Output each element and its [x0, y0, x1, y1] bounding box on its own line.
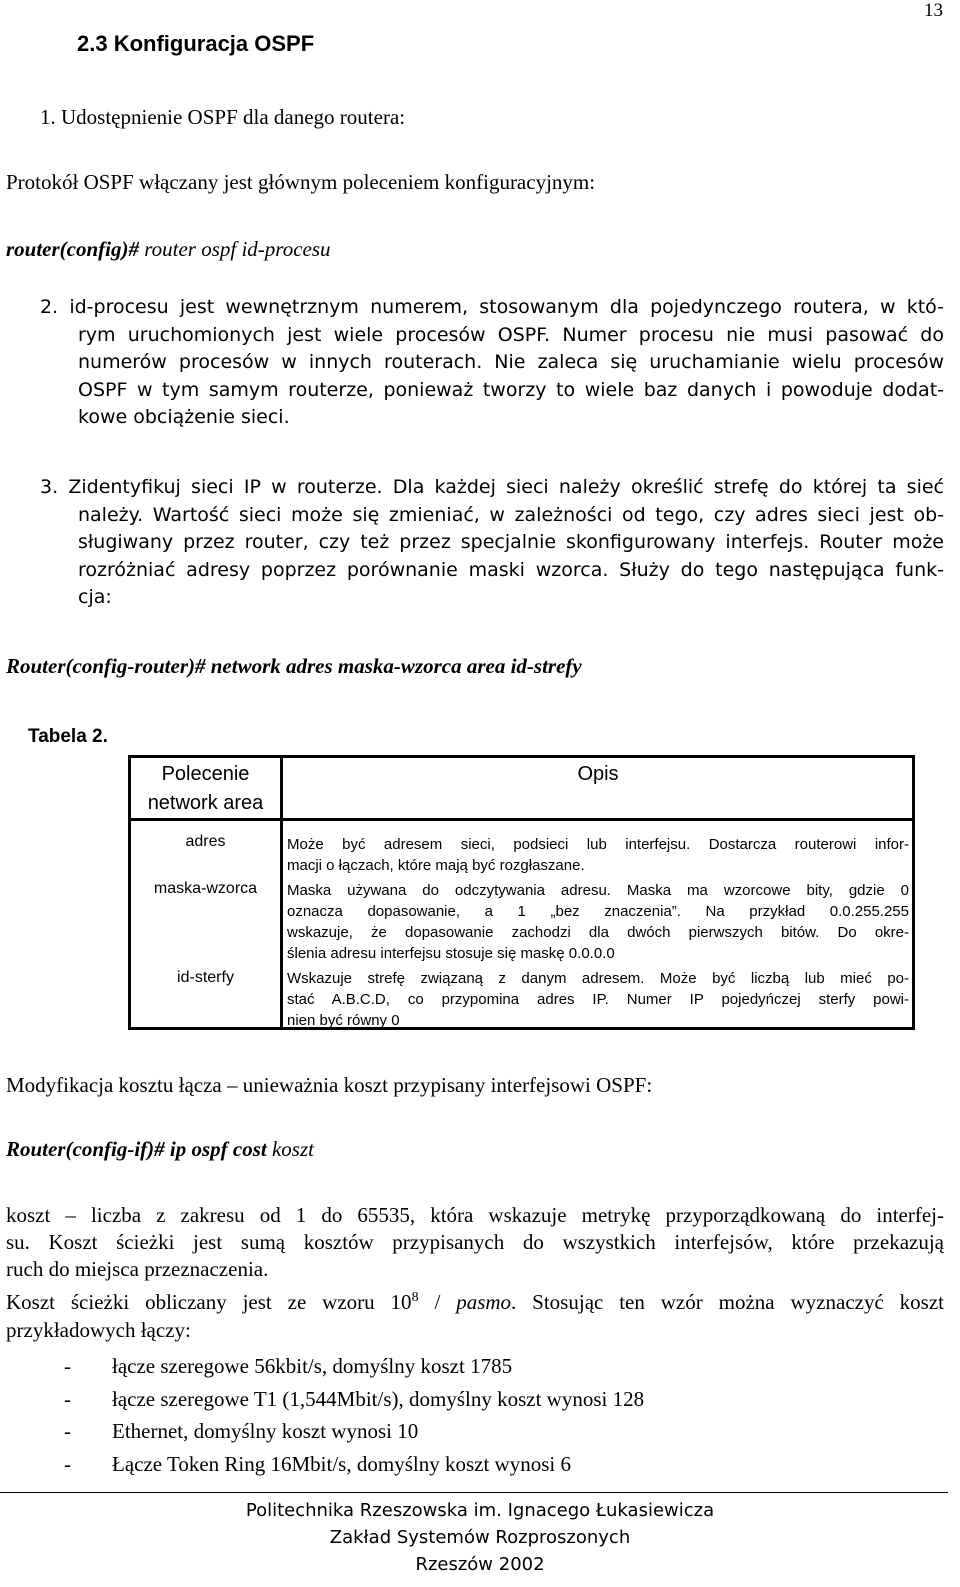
page-number: 13	[924, 0, 943, 21]
command-prefix: router(config)#	[6, 237, 145, 261]
table-header-description: Opis	[577, 763, 619, 785]
command-body: network adres maska-wzorca area id-strefy	[210, 654, 582, 678]
list-item-2	[40, 294, 944, 432]
item3-line: sługiwany przez router, czy też przez specjalnie skonfigurowany interfejs. Router może	[78, 531, 944, 553]
table-param: maska-wzorca	[153, 880, 258, 897]
bullet: -	[64, 1354, 71, 1378]
formula-after: . Stosując ten wzór można wyznaczyć koszt	[511, 1290, 944, 1314]
bullet: -	[64, 1386, 71, 1411]
cost-modification-text: Modyfikacja kosztu łącza – unieważnia koszt przypisany interfejsowi OSPF:	[6, 1073, 653, 1097]
footer	[0, 1497, 960, 1578]
header-line: Polecenie	[161, 763, 250, 785]
item3-line: cja:	[78, 586, 112, 608]
list-item-text: Ethernet, domyślny koszt wynosi 10	[112, 1419, 419, 1443]
cost-line: su. Koszt ścieżki jest sumą kosztów przypisanych do wszystkich interfejsów, które przekazują	[6, 1230, 944, 1254]
item2-line: 2. id-procesu jest wewnętrznym numerem, stosowanym dla pojedynczego routera, w któ-	[40, 296, 944, 318]
desc-line: macji o łączach, które mają być rozgłaszane.	[287, 857, 585, 874]
footer-line: Politechnika Rzeszowska im. Ignacego Łukasiewicza	[245, 1500, 715, 1521]
table-desc	[287, 880, 909, 964]
table-caption: Tabela 2.	[28, 726, 108, 747]
formula-before: Koszt ścieżki obliczany jest ze wzoru 10	[6, 1290, 412, 1314]
parameters-table	[128, 755, 915, 1030]
item2-line: kowe obciążenie sieci.	[78, 406, 290, 428]
desc-line: Wskazuje strefę związaną z danym adresem. Może być liczbą lub mieć po-	[287, 970, 909, 987]
list-item-1: 1. Udostępnienie OSPF dla danego routera:	[40, 105, 406, 129]
examples-list	[64, 1350, 644, 1480]
command-body: ip ospf cost	[169, 1137, 272, 1161]
list-item	[64, 1448, 644, 1481]
command-argument: koszt	[271, 1137, 314, 1161]
item2-line: rym uruchomionych jest wiele procesów OSPF. Numer procesu nie musi pasować do	[78, 323, 944, 346]
cost-line: koszt – liczba z zakresu od 1 do 65535, która wskazuje metrykę przyporządkowaną do interfej-	[6, 1203, 944, 1227]
desc-line: oznacza dopasowanie, a 1 „bez znaczenia”. Na przykład 0.0.255.255	[287, 903, 909, 920]
desc-line: wskazuje, że dopasowanie zachodzi dla dwóch pierwszych bitów. Do okre-	[287, 924, 909, 941]
desc-line: ślenia adresu interfejsu stosuje się maskę 0.0.0.0	[287, 945, 615, 962]
section-title: 2.3 Konfiguracja OSPF	[77, 31, 315, 56]
formula-exponent: 8	[411, 1290, 419, 1305]
list-item	[64, 1415, 644, 1448]
header-line: network area	[147, 792, 264, 814]
command-router-ospf	[6, 237, 331, 262]
table-param: id-sterfy	[177, 969, 234, 986]
table-header-divider	[131, 818, 912, 821]
table-header-command	[131, 760, 280, 818]
table-desc	[287, 968, 909, 1031]
footer-line: Rzeszów 2002	[415, 1554, 545, 1575]
list-item-text: Łącze Token Ring 16Mbit/s, domyślny koszt wynosi 6	[112, 1451, 571, 1476]
cost-description	[6, 1202, 944, 1283]
desc-line: Może być adresem sieci, podsieci lub interfejsu. Dostarcza routerowi infor-	[287, 836, 909, 853]
bullet: -	[64, 1419, 71, 1443]
formula-line-2: przykładowych łączy:	[6, 1318, 191, 1342]
list-item-text: łącze szeregowe 56kbit/s, domyślny koszt 1785	[112, 1354, 513, 1378]
desc-line: stać A.B.C.D, co przypomina adres IP. Numer IP pojedyńczej sterfy powi-	[287, 991, 909, 1008]
command-ospf-cost	[6, 1137, 314, 1162]
item2-line: numerów procesów w innych routerach. Nie zaleca się uruchamianie wielu procesów	[78, 351, 944, 373]
list-item	[64, 1383, 644, 1416]
item2-line: OSPF w tym samym routerze, ponieważ tworzy to wiele baz danych i powoduje dodat-	[78, 378, 944, 401]
formula-line	[6, 1290, 944, 1315]
desc-line: nien być równy 0	[287, 1012, 400, 1029]
list-item	[64, 1350, 644, 1383]
desc-line: Maska używana do odczytywania adresu. Maska ma wzorcowe bity, gdzie 0	[287, 882, 909, 899]
bullet: -	[64, 1451, 71, 1476]
footer-rule	[0, 1492, 948, 1493]
list-item-3	[40, 474, 944, 612]
table-param: adres	[185, 833, 226, 850]
item3-line: należy. Wartość sieci może się zmieniać, w zależności od tego, czy adres sieci jest ob-	[78, 503, 944, 526]
cost-line: ruch do miejsca przeznaczenia.	[6, 1257, 269, 1281]
table-column-divider	[280, 758, 283, 1027]
command-body: router ospf id-procesu	[144, 237, 331, 261]
item3-line: rozróżniać adresy poprzez porównanie maski wzorca. Służy do tego następująca funk-	[78, 558, 944, 581]
list-item-text: łącze szeregowe T1 (1,544Mbit/s), domyślny koszt wynosi 128	[112, 1386, 645, 1411]
table-desc	[287, 834, 909, 876]
formula-slash: /	[418, 1290, 457, 1314]
command-network	[6, 654, 582, 679]
intro-text: Protokół OSPF włączany jest głównym poleceniem konfiguracyjnym:	[6, 170, 596, 194]
command-prefix: Router(config-if)#	[6, 1137, 170, 1161]
formula-word: pasmo	[456, 1290, 512, 1314]
footer-line: Zakład Systemów Rozproszonych	[329, 1527, 631, 1548]
item3-line: 3. Zidentyfikuj sieci IP w routerze. Dla każdej sieci należy określić strefę do której ta sieć	[40, 476, 944, 498]
command-prefix: Router(config-router)#	[6, 654, 211, 678]
